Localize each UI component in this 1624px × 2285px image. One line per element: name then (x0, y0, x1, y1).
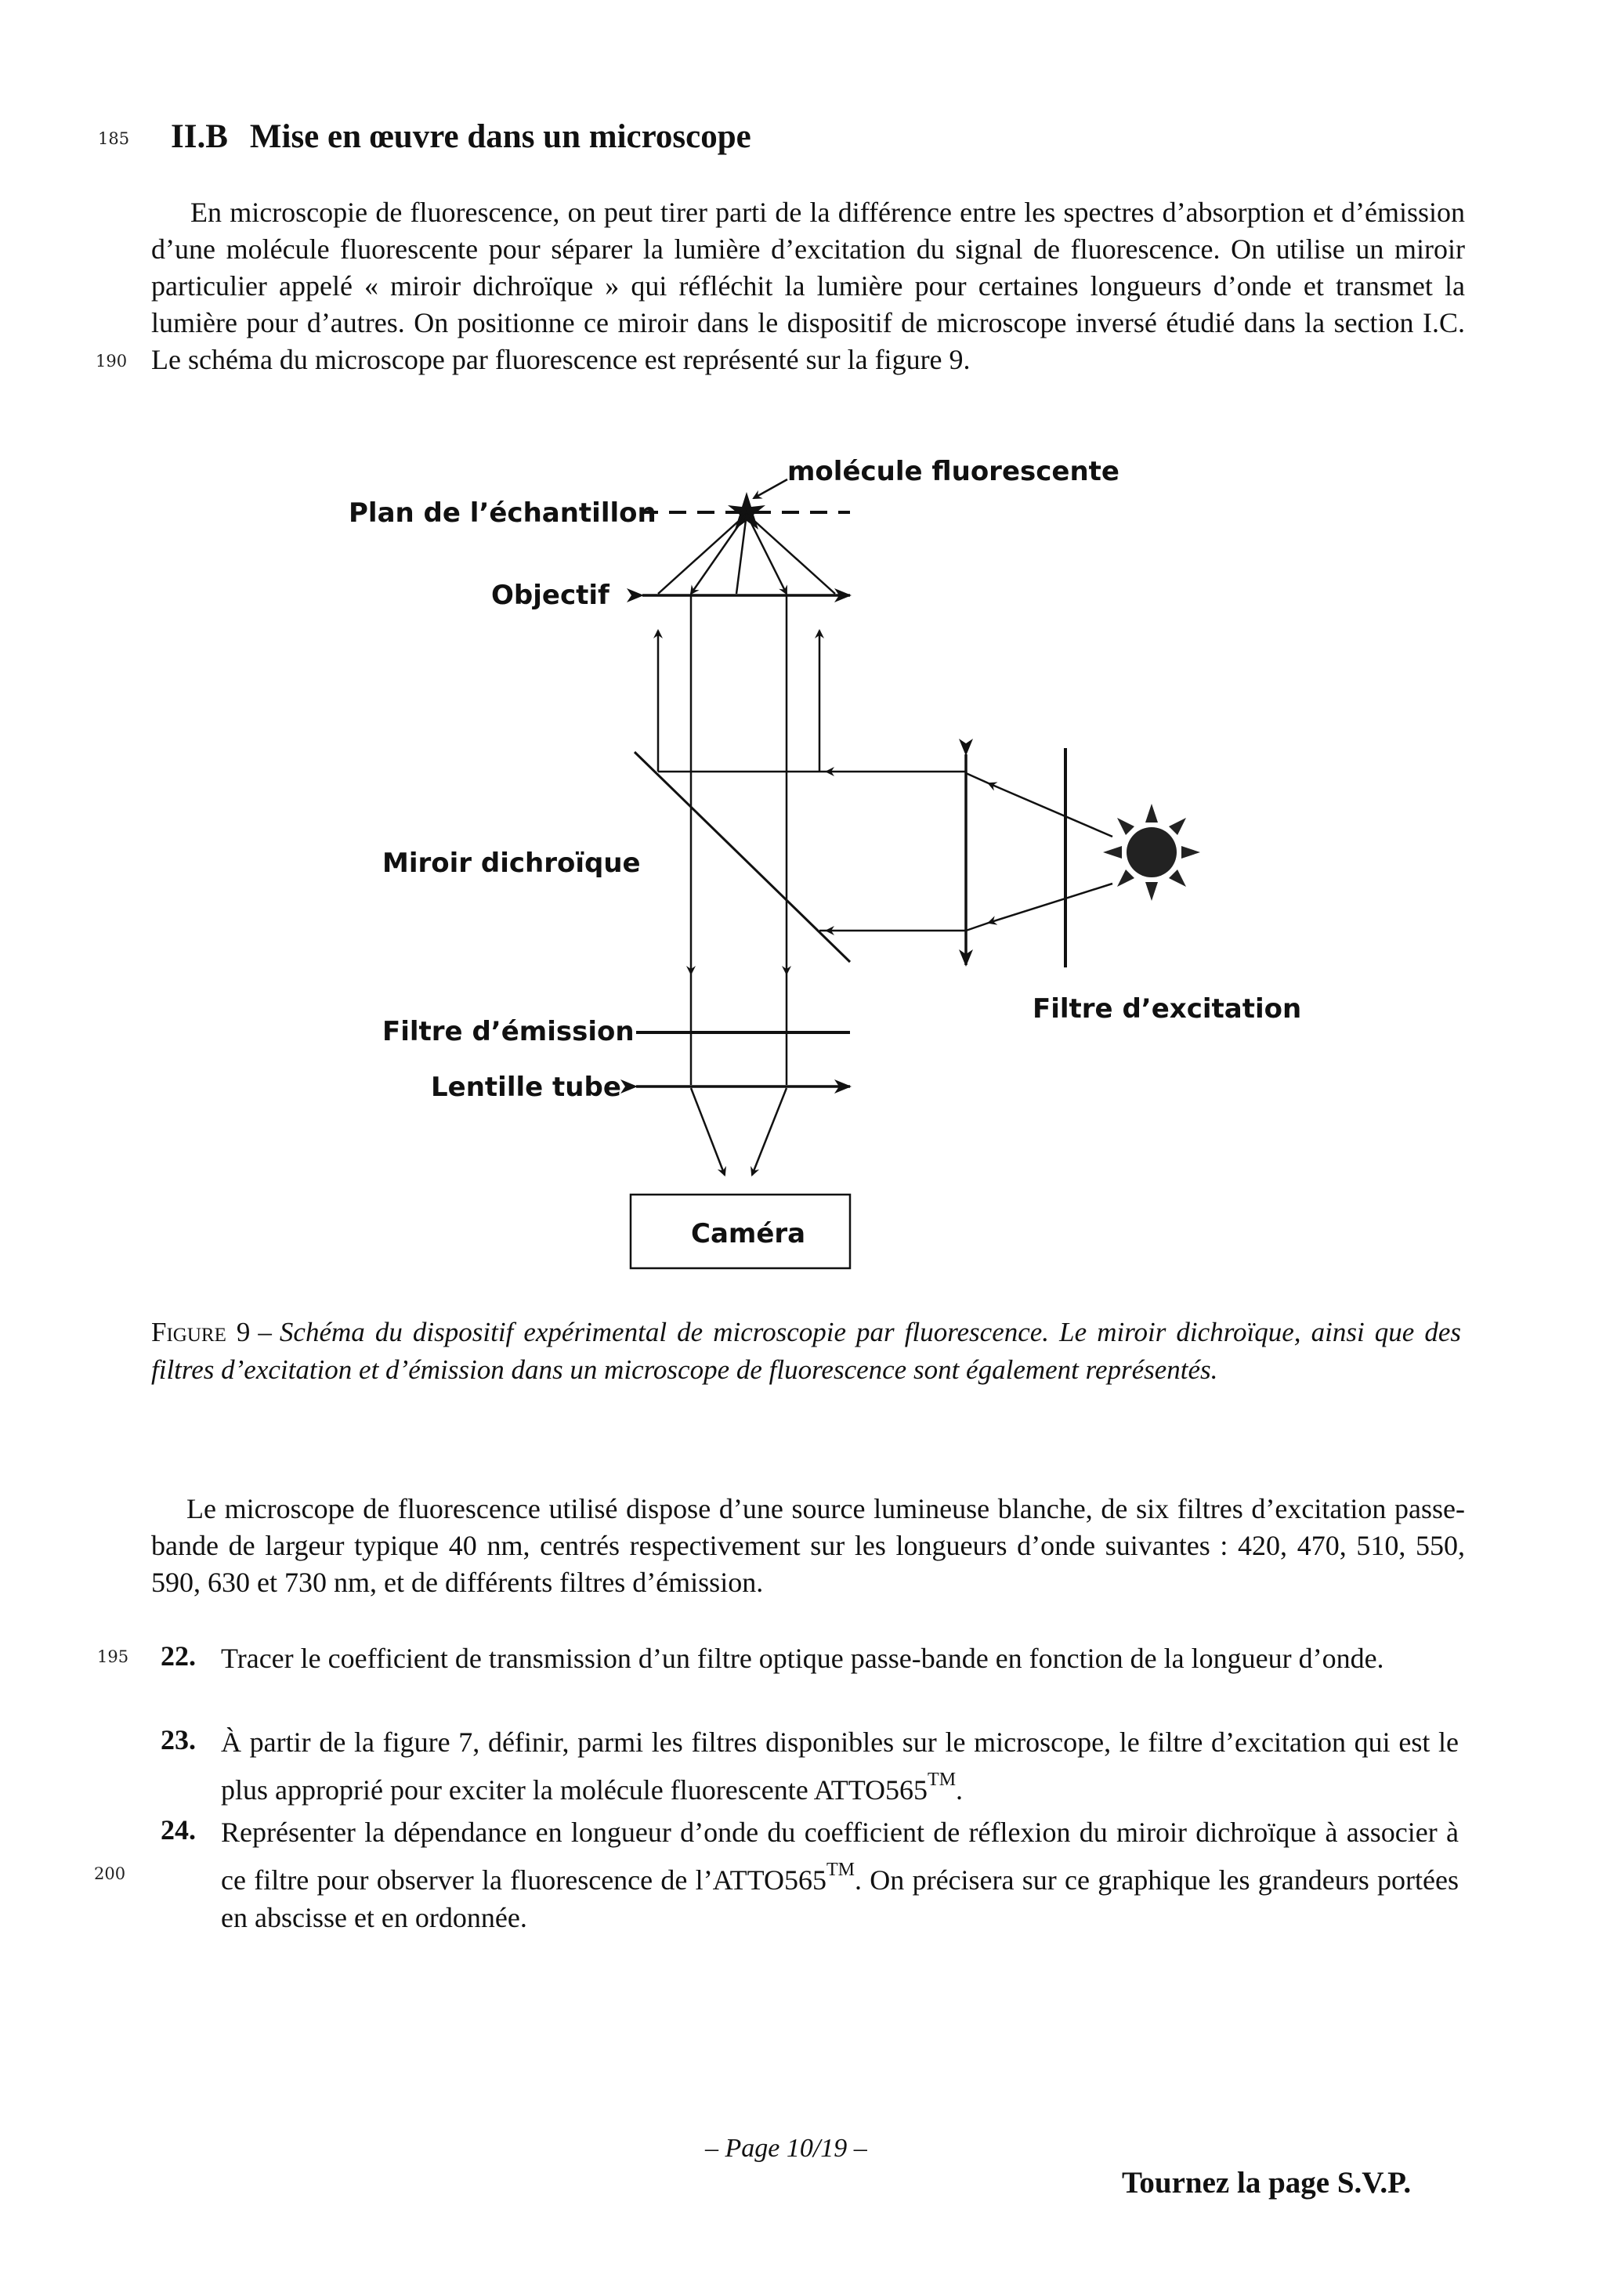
label-excitation-filter: Filtre d’excitation (1033, 993, 1302, 1025)
question-24-end: . On précisera sur ce graphique les grandeurs portées en abscisse et en ordonnée. (221, 1864, 1459, 1933)
light-source-sun-icon (1103, 804, 1200, 901)
line-number-185: 185 (98, 129, 130, 148)
molecule-pointer (754, 479, 787, 498)
label-objective: Objectif (491, 580, 609, 611)
label-emission-filter: Filtre d’émission (382, 1016, 635, 1047)
caption-label: Figure 9 (151, 1317, 251, 1347)
question-22-text: Tracer le coefficient de transmission d’un filtre optique passe-bande en fonction de la longueur d’onde. (221, 1643, 1384, 1674)
page-number: – Page 10/19 – (705, 2134, 867, 2163)
objective-rays (658, 514, 835, 594)
paragraph-filters: Le microscope de fluorescence utilisé dispose d’une source lumineuse blanche, de six filtres d’excitation passe-bande de largeur typique 40 nm, centrés respectivement sur les longueurs d’onde suivantes : 420, 470, 510, 550, 590, 630 et 730 nm, et de différents filtres d’émission. (151, 1493, 1465, 1598)
question-22-number: 22. (161, 1640, 196, 1672)
label-sample-plane: Plan de l’échantillon (349, 497, 656, 529)
label-molecule: molécule fluorescente (787, 456, 1119, 487)
question-23-number: 23. (161, 1724, 196, 1755)
line-number-190: 190 (96, 352, 128, 371)
figure-caption (151, 1314, 1461, 1389)
question-24-text (221, 1813, 1459, 1936)
dichroic-mirror (635, 752, 850, 962)
label-tube-lens: Lentille tube (431, 1072, 621, 1103)
caption-dash: – (258, 1317, 272, 1347)
question-23-body: À partir de la figure 7, définir, parmi les filtres disponibles sur le microscope, le filtre d’excitation qui est le plus approprié pour exciter la molécule fluorescente ATTO565 (221, 1726, 1459, 1806)
paragraph-intro: En microscopie de fluorescence, on peut tirer parti de la différence entre les spectres d’absorption et d’émission d’une molécule fluorescente pour séparer la lumière d’excitation du signal de fluorescence. On utilise un miroir particulier appelé « miroir dichroïque » qui réfléchit la lumière pour certaines longueurs d’onde et transmet la lumière pour d’autres. On positionne ce miroir dans le dispositif de microscope inversé étudié dans la section I.C. Le schéma du microscope par fluorescence est représenté sur la figure 9. (151, 197, 1465, 375)
label-camera: Caméra (691, 1218, 806, 1249)
question-23-text (221, 1723, 1459, 1809)
question-24-body: Représenter la dépendance en longueur d’onde du coefficient de réflexion du miroir dichroïque à associer à ce filtre pour observer la fluorescence de l’ATTO565 (221, 1817, 1459, 1896)
excitation-rays (658, 772, 1112, 931)
label-dichroic-mirror: Miroir dichroïque (382, 848, 641, 879)
question-23-trademark: TM (928, 1770, 957, 1790)
line-number-200: 200 (94, 1864, 126, 1883)
caption-text: Schéma du dispositif expérimental de microscopie par fluorescence. Le miroir dichroïque, ainsi que des filtres d’excitation et d’émission dans un microscope de fluorescence sont également représentés. (151, 1317, 1461, 1385)
turn-page-note: Tournez la page S.V.P. (1122, 2166, 1412, 2200)
camera-rays (691, 1088, 787, 1175)
line-number-195: 195 (97, 1647, 129, 1666)
section-number: II.B (171, 118, 228, 155)
vertical-rays (658, 595, 819, 1085)
question-24-trademark: TM (826, 1860, 855, 1880)
section-title: Mise en œuvre dans un microscope (249, 118, 751, 155)
question-24-number: 24. (161, 1814, 196, 1846)
question-23-end: . (956, 1774, 964, 1806)
